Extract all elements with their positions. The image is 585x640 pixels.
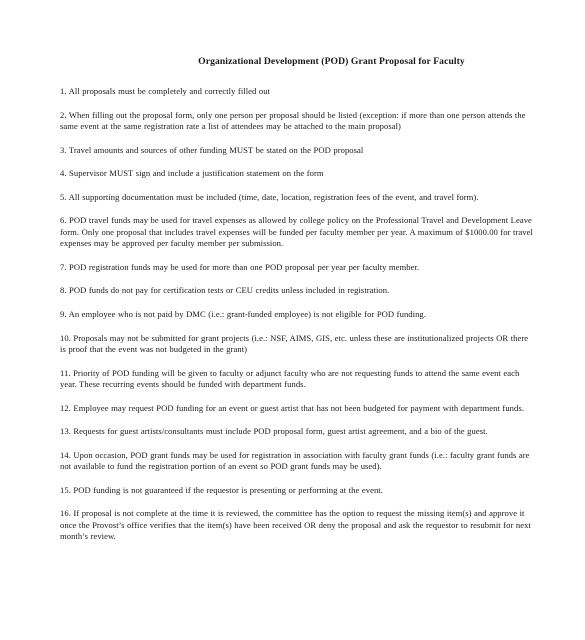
list-item: 8. POD funds do not pay for certification tests or CEU credits unless included in registration. xyxy=(60,285,390,296)
list-item: 13. Requests for guest artists/consultants must include POD proposal form, guest artist agreement, and a bio of the guest. xyxy=(60,426,488,437)
list-item: 12. Employee may request POD funding for an event or guest artist that has not been budgeted for payment with department funds. xyxy=(60,402,524,413)
list-item: 1. All proposals must be completely and correctly filled out xyxy=(60,86,270,96)
list-item: 14. Upon occasion, POD grant funds may be used for registration in association with faculty grant funds (i.e.: faculty grant funds are not available to fund the registration portion of an event so POD grant funds may be used). xyxy=(60,449,530,472)
list-item: 7. POD registration funds may be used for more than one POD proposal per year per faculty member. xyxy=(60,261,420,272)
list-item: 10. Proposals may not be submitted for grant projects (i.e.: NSF, AIMS, GIS, etc. unless these are institutionalized projects OR there is proof that the event was not budgeted in the grant) xyxy=(60,332,529,354)
list-item: 9. An employee who is not paid by DMC (i.e.: grant-funded employee) is not eligible for POD funding. xyxy=(60,308,426,319)
list-item: 6. POD travel funds may be used for travel expenses as allowed by college policy on the Professional Travel and Development Leave form. Only one proposal that includes travel expenses will be funded per faculty member per year. A maximum of $1000.00 for travel expenses may be approved per faculty member per submission. xyxy=(60,215,533,249)
list-item: 5. All supporting documentation must be included (time, date, location, registration fees of the event, and travel form). xyxy=(60,191,479,202)
list-item: 16. If proposal is not complete at the time it is reviewed, the committee has the option to request the missing item(s) and approve it once the Provost’s office verifies that the item(s) have been received OR deny the proposal and ask the requestor to resubmit for next month’s review. xyxy=(60,508,531,542)
list-item: 15. POD funding is not guaranteed if the requestor is presenting or performing at the event. xyxy=(60,484,383,495)
list-item: 3. Travel amounts and sources of other funding MUST be stated on the POD proposal xyxy=(60,144,364,155)
list-item: 4. Supervisor MUST sign and include a justification statement on the form xyxy=(60,168,324,179)
list-item: 11. Priority of POD funding will be given to faculty or adjunct faculty who are not requesting funds to attend the same event each year. These recurring events should be funded with department funds. xyxy=(60,367,520,389)
document-title: Organizational Development (POD) Grant Proposal for Faculty xyxy=(198,56,465,67)
list-item: 2. When filling out the proposal form, only one person per proposal should be listed (exception: if more than one person attends the same event at the same registration rate a list of attendees may be attached to the main proposal) xyxy=(60,109,526,131)
guidelines-list xyxy=(60,86,533,543)
